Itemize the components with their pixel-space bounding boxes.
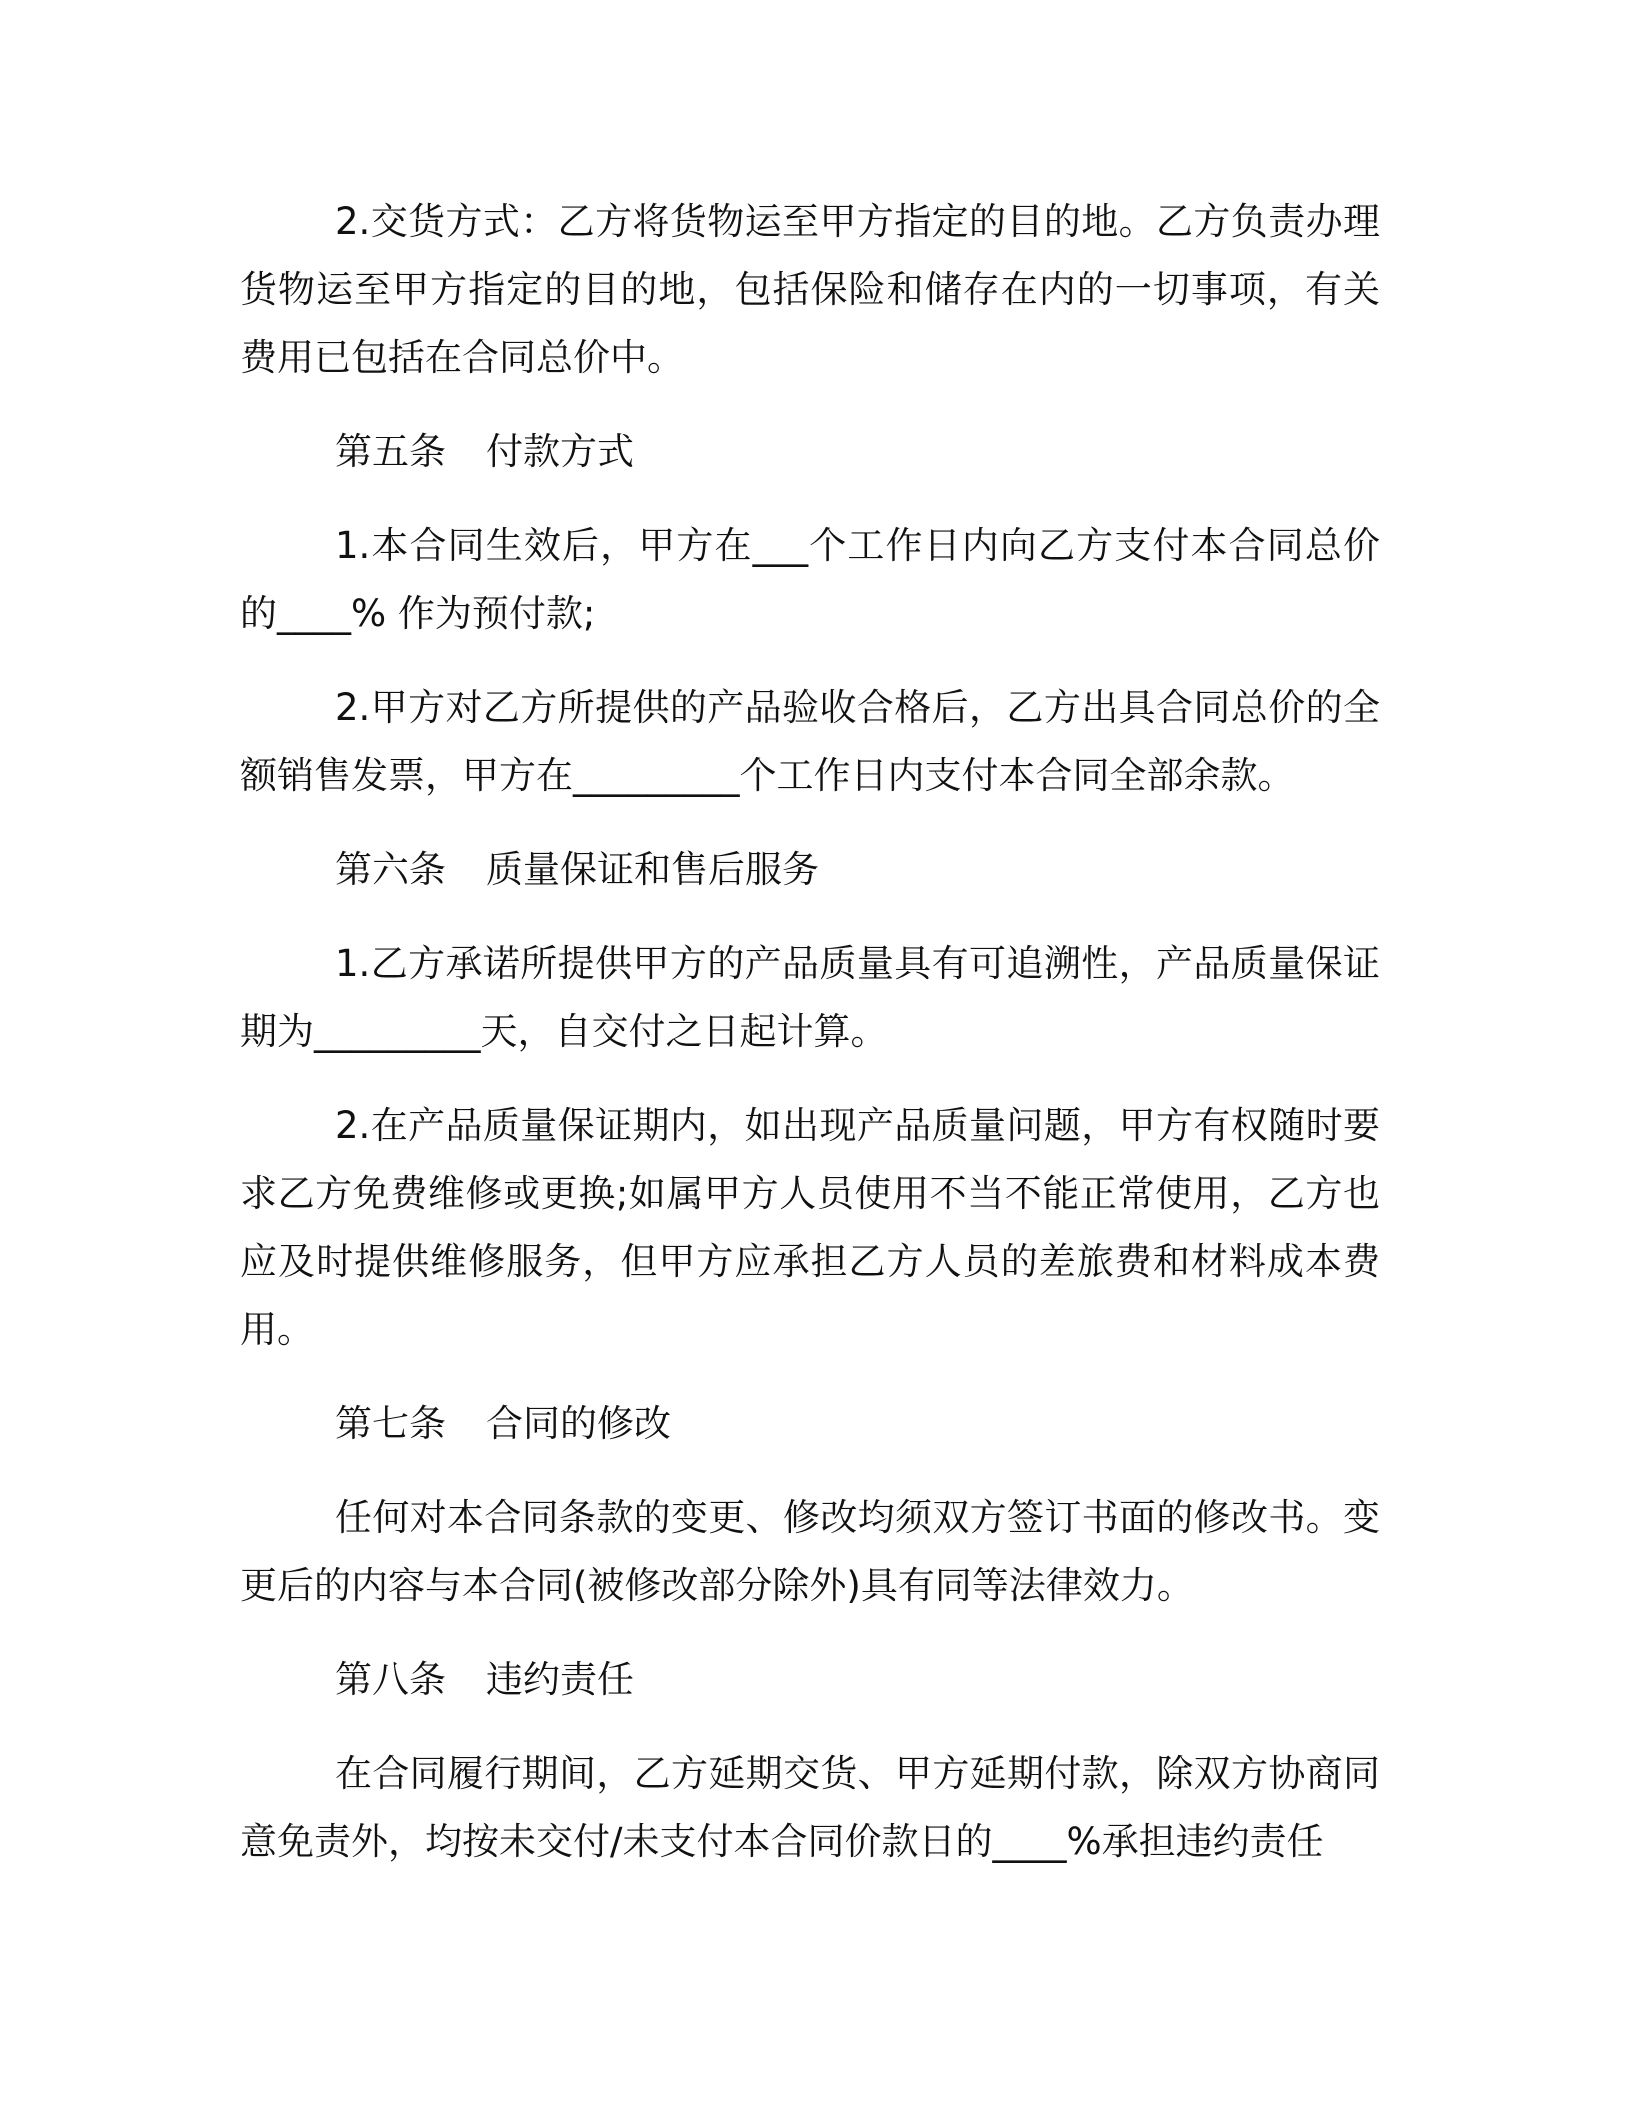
article-8-body: 在合同履行期间，乙方延期交货、甲方延期付款，除双方协商同意免责外，均按未交付/未支付本合同价款日的____%承担违约责任	[240, 1752, 1380, 1863]
article-7-heading	[240, 1390, 1380, 1458]
article-8-heading	[240, 1646, 1380, 1714]
article-7-title: 合同的修改	[486, 1402, 671, 1445]
article-5-number: 第五条	[335, 430, 446, 473]
article-8-number: 第八条	[335, 1658, 446, 1701]
article-7-number: 第七条	[335, 1402, 446, 1445]
article-6-item-1: 1.乙方承诺所提供甲方的产品质量具有可追溯性，产品质量保证期为_________天，自交付之日起计算。	[240, 942, 1380, 1053]
clause-4-item-2: 2.交货方式：乙方将货物运至甲方指定的目的地。乙方负责办理货物运至甲方指定的目的地，包括保险和储存在内的一切事项，有关费用已包括在合同总价中。	[240, 200, 1380, 379]
document-body	[240, 188, 1380, 1902]
article-6-title: 质量保证和售后服务	[486, 848, 819, 891]
article-5-heading	[240, 418, 1380, 486]
article-5-title: 付款方式	[486, 430, 634, 473]
article-6-item-2: 2.在产品质量保证期内，如出现产品质量问题，甲方有权随时要求乙方免费维修或更换;如属甲方人员使用不当不能正常使用，乙方也应及时提供维修服务，但甲方应承担乙方人员的差旅费和材料成本费用。	[240, 1104, 1380, 1351]
article-7-body: 任何对本合同条款的变更、修改均须双方签订书面的修改书。变更后的内容与本合同(被修改部分除外)具有同等法律效力。	[240, 1496, 1380, 1607]
article-5-item-2: 2.甲方对乙方所提供的产品验收合格后，乙方出具合同总价的全额销售发票，甲方在_________个工作日内支付本合同全部余款。	[240, 686, 1380, 797]
article-8-title: 违约责任	[486, 1658, 634, 1701]
article-6-number: 第六条	[335, 848, 446, 891]
article-6-heading	[240, 836, 1380, 904]
article-5-item-1: 1.本合同生效后，甲方在___个工作日内向乙方支付本合同总价的____% 作为预付款;	[240, 524, 1380, 635]
